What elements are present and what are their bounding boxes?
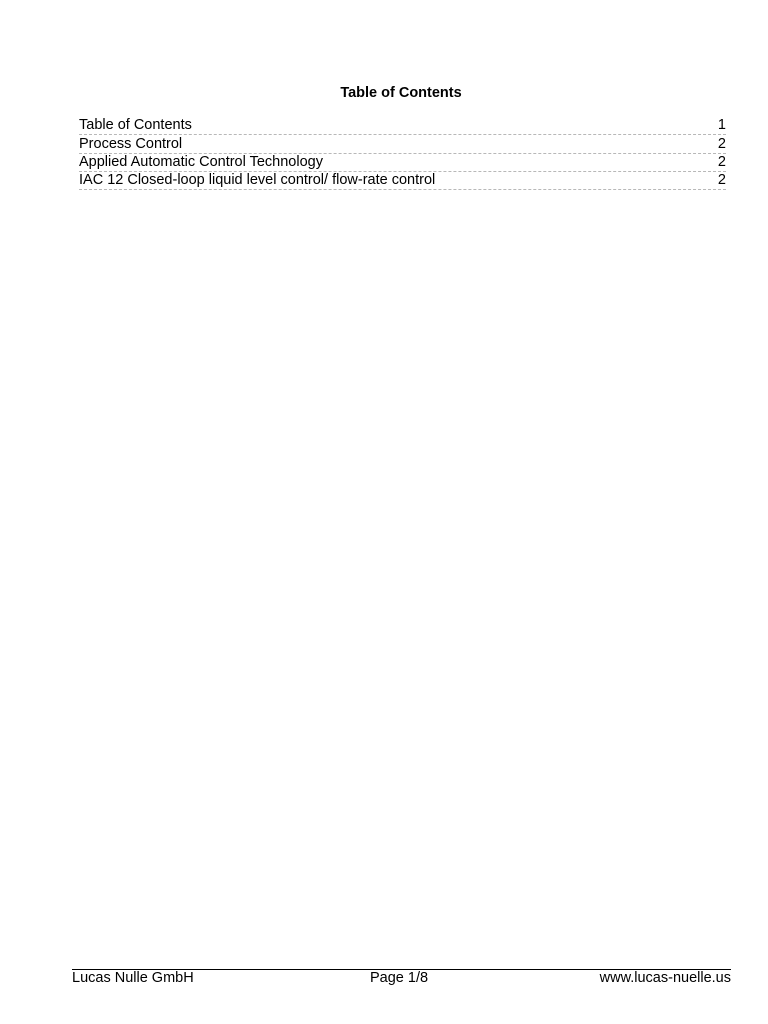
toc-entry-iac-12[interactable] [79,172,726,190]
toc-entry-page-number: 2 [717,153,726,170]
toc-entry-label: IAC 12 Closed-loop liquid level control/ flow-rate control [79,172,436,189]
toc-entry-process-control[interactable] [79,135,726,153]
toc-heading: Table of Contents [340,85,462,101]
toc-entry-applied-automatic-control-technology[interactable] [79,154,726,172]
footer-company: Lucas Nulle GmbH [72,970,194,986]
toc-entry-label: Process Control [79,135,183,152]
toc-entry-page-number: 1 [717,117,726,134]
footer-website-link[interactable]: www.lucas-nuelle.us [599,970,731,986]
toc-list [79,117,726,190]
footer-page-indicator: Page 1/8 [370,970,429,986]
toc-entry-label: Applied Automatic Control Technology [79,153,323,170]
page-footer [72,969,731,990]
toc-entry-label: Table of Contents [79,117,192,134]
toc-entry-page-number: 2 [717,172,726,189]
toc-entry-table-of-contents[interactable] [79,117,726,135]
toc-entry-page-number: 2 [717,135,726,152]
